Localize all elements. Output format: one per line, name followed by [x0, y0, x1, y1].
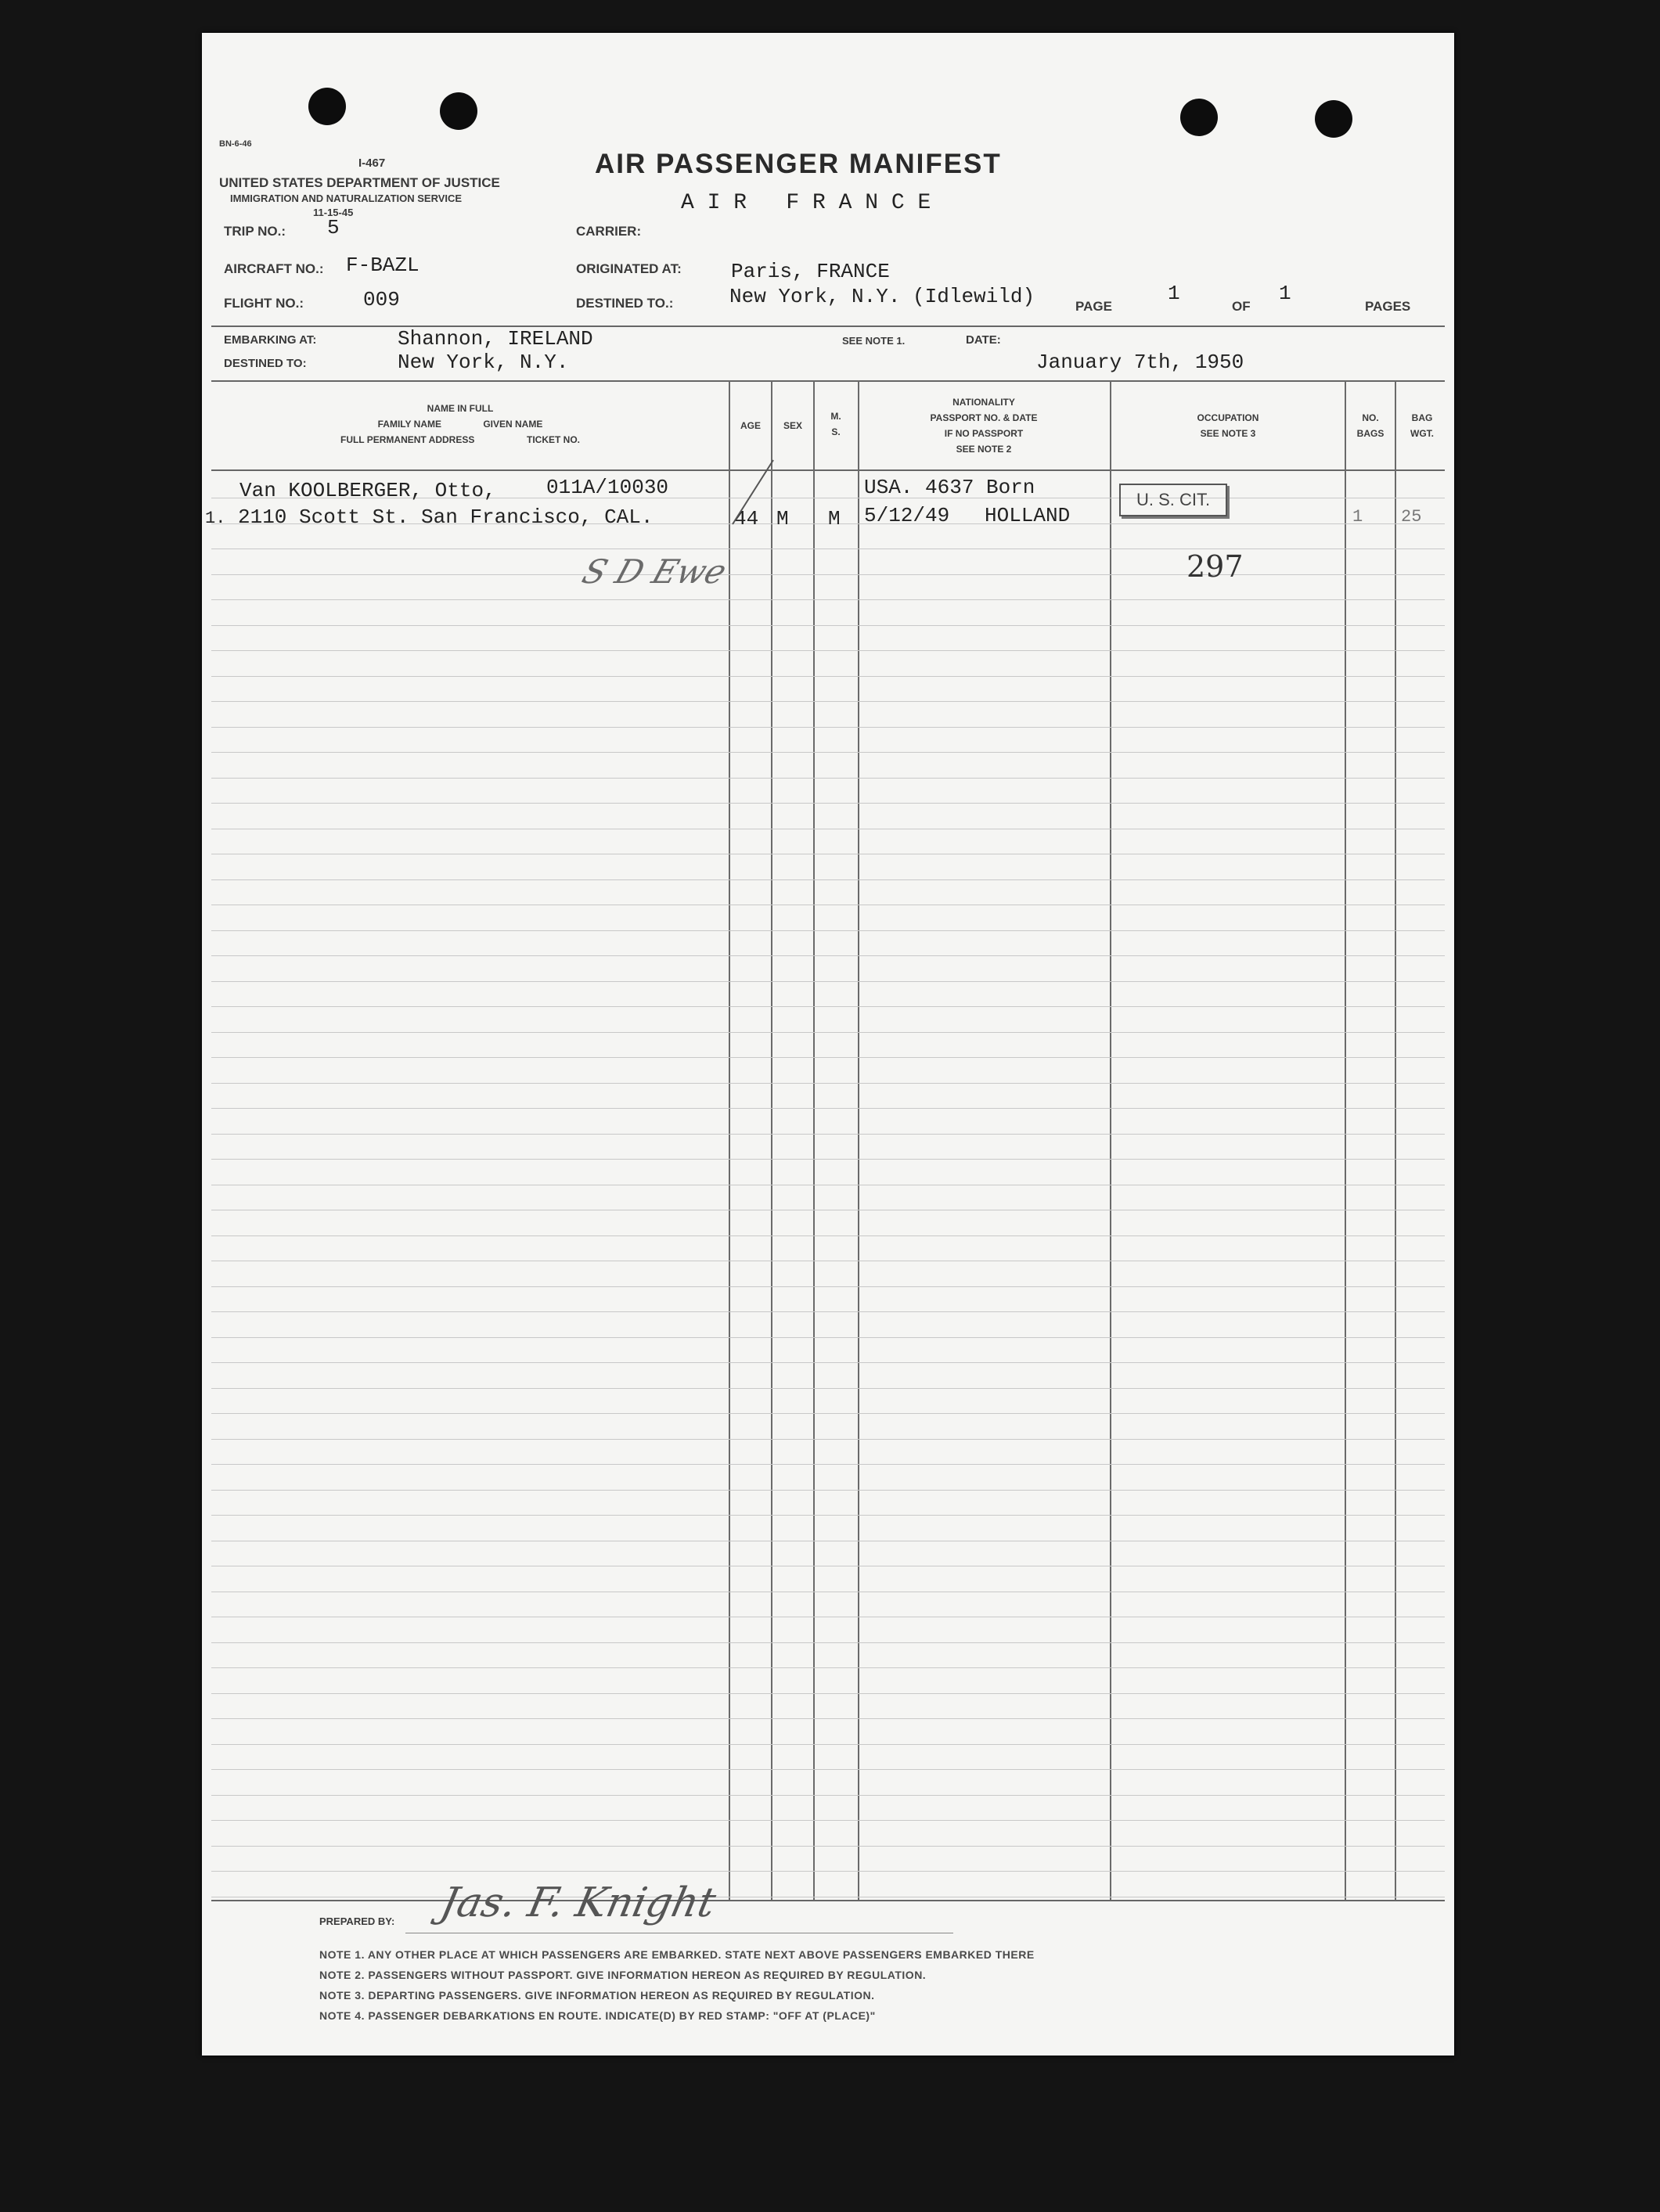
ruled-line	[211, 1311, 1445, 1312]
date-value: January 7th, 1950	[1036, 351, 1244, 374]
note-1: NOTE 1. ANY OTHER PLACE AT WHICH PASSENGERS ARE EMBARKED. STATE NEXT ABOVE PASSENGERS EMBARKED THERE	[319, 1948, 1035, 1961]
ruled-line	[211, 1769, 1445, 1770]
ruled-line	[211, 1744, 1445, 1745]
col-divider-bags	[1395, 380, 1396, 1900]
ruled-line	[211, 1108, 1445, 1109]
punch-hole	[1180, 99, 1218, 136]
handwritten-number: 297	[1186, 549, 1244, 584]
originated-value: Paris, FRANCE	[731, 260, 890, 283]
trip-value: 5	[327, 216, 340, 239]
ruled-line	[211, 879, 1445, 880]
ruled-line	[211, 1846, 1445, 1847]
table-bottom-rule	[211, 1900, 1445, 1901]
table-top-rule	[211, 380, 1445, 382]
ruled-line	[211, 625, 1445, 626]
strike-mark	[718, 455, 781, 526]
carrier-value: A I R F R A N C E	[681, 191, 931, 215]
col-ms-header: M. S.	[830, 411, 841, 437]
ruled-line	[211, 1337, 1445, 1338]
ruled-line	[211, 1464, 1445, 1465]
col-occupation-header: OCCUPATION SEE NOTE 3	[1197, 412, 1259, 439]
ruled-line	[211, 981, 1445, 982]
col-divider-occupation	[1345, 380, 1346, 1900]
col-divider-nationality	[1110, 380, 1111, 1900]
ruled-line	[211, 650, 1445, 651]
ruled-line	[211, 1286, 1445, 1287]
ruled-line	[211, 676, 1445, 677]
col-weight-header: BAG WGT.	[1410, 412, 1434, 439]
of-label: OF	[1232, 299, 1251, 314]
passenger-name: Van KOOLBERGER, Otto,	[239, 479, 496, 502]
ruled-line	[211, 1134, 1445, 1135]
embarking-value: Shannon, IRELAND	[398, 327, 593, 351]
service-name: IMMIGRATION AND NATURALIZATION SERVICE	[230, 192, 463, 204]
ruled-line	[211, 727, 1445, 728]
note-2: NOTE 2. PASSENGERS WITHOUT PASSPORT. GIVE INFORMATION HEREON AS REQUIRED BY REGULATION.	[319, 1969, 927, 1981]
ruled-line	[211, 930, 1445, 931]
passenger-address: 2110 Scott St. San Francisco, CAL.	[238, 505, 654, 529]
ruled-line	[211, 1820, 1445, 1821]
col-divider-name	[729, 380, 730, 1900]
column-header-rule	[211, 469, 1445, 471]
see-note-1: SEE NOTE 1.	[842, 335, 906, 347]
passenger-bags: 1	[1352, 507, 1363, 527]
ruled-line	[211, 1006, 1445, 1007]
col-divider-ms	[858, 380, 859, 1900]
passenger-marital-status: M	[828, 507, 841, 531]
col-bags-header: NO. BAGS	[1356, 412, 1385, 439]
note-3: NOTE 3. DEPARTING PASSENGERS. GIVE INFORMATION HEREON AS REQUIRED BY REGULATION.	[319, 1989, 875, 2002]
ruled-line	[211, 1413, 1445, 1414]
originated-label: ORIGINATED AT:	[576, 261, 682, 276]
destined2-label: DESTINED TO:	[224, 357, 307, 370]
form-date-code: 11-15-45	[313, 207, 354, 218]
ruled-line	[211, 778, 1445, 779]
col-age-header: AGE	[740, 420, 761, 431]
flight-label: FLIGHT NO.:	[224, 296, 304, 311]
passenger-passport: USA. 4637	[864, 476, 974, 499]
passenger-age: 44	[734, 507, 759, 531]
ruled-line	[211, 1795, 1445, 1796]
passenger-sex: M	[776, 507, 789, 531]
punch-hole	[1315, 100, 1352, 138]
form-code: BN-6-46	[219, 139, 252, 149]
destined-label: DESTINED TO.:	[576, 296, 674, 311]
embarking-label: EMBARKING AT:	[224, 333, 317, 347]
punch-hole	[308, 88, 346, 125]
passenger-bag-weight: 25	[1401, 507, 1422, 527]
note-4: NOTE 4. PASSENGER DEBARKATIONS EN ROUTE. INDICATE(D) BY RED STAMP: "OFF AT (PLACE)"	[319, 2009, 876, 2022]
passenger-born-label: Born	[986, 476, 1035, 499]
ruled-line	[211, 1057, 1445, 1058]
col-divider-sex	[813, 380, 815, 1900]
of-value: 1	[1279, 282, 1291, 305]
ruled-line	[211, 1871, 1445, 1872]
flight-value: 009	[363, 288, 400, 311]
us-citizen-stamp: U. S. CIT.	[1119, 484, 1227, 516]
col-nationality-header: NATIONALITY PASSPORT NO. & DATE IF NO PASSPORT SEE NOTE 2	[930, 397, 1038, 455]
col-name-header: NAME IN FULL FAMILY NAME GIVEN NAME FULL PERMANENT ADDRESS TICKET NO.	[340, 403, 581, 445]
page-label: PAGE	[1075, 299, 1112, 314]
inspector-signature: S D Ewe	[578, 552, 732, 591]
ruled-line	[211, 1693, 1445, 1694]
ruled-line	[211, 1439, 1445, 1440]
ruled-line	[211, 1490, 1445, 1491]
ruled-line	[211, 1362, 1445, 1363]
ruled-line	[211, 1083, 1445, 1084]
passenger-index: 1.	[205, 509, 226, 528]
ruled-line	[211, 955, 1445, 956]
ruled-line	[211, 1235, 1445, 1236]
passenger-ticket: 011A/10030	[546, 476, 669, 499]
form-title: AIR PASSENGER MANIFEST	[595, 149, 1002, 179]
ruled-line	[211, 574, 1445, 575]
aircraft-value: F-BAZL	[346, 254, 420, 277]
ruled-line	[211, 1515, 1445, 1516]
passenger-passport-date: 5/12/49	[864, 504, 950, 527]
ruled-line	[211, 1159, 1445, 1160]
col-sex-header: SEX	[783, 420, 802, 431]
ruled-line	[211, 1718, 1445, 1719]
ruled-line	[211, 701, 1445, 702]
passenger-born-value: HOLLAND	[985, 504, 1071, 527]
header-rule	[211, 326, 1445, 327]
ruled-line	[211, 803, 1445, 804]
destined2-value: New York, N.Y.	[398, 351, 569, 374]
manifest-sheet	[202, 33, 1454, 2056]
preparer-signature: Jas. F. Knight	[436, 1879, 720, 1926]
form-number: I-467	[358, 156, 386, 170]
aircraft-label: AIRCRAFT NO.:	[224, 261, 324, 276]
ruled-line	[211, 1642, 1445, 1643]
pages-label: PAGES	[1365, 299, 1411, 314]
department-name: UNITED STATES DEPARTMENT OF JUSTICE	[219, 175, 500, 190]
ruled-line	[211, 752, 1445, 753]
punch-hole	[440, 92, 477, 130]
col-divider-age	[771, 380, 772, 1900]
destined-value: New York, N.Y. (Idlewild)	[729, 285, 1035, 308]
ruled-line	[211, 599, 1445, 600]
carrier-label: CARRIER:	[576, 224, 642, 239]
prepared-by-label: PREPARED BY:	[319, 1915, 395, 1927]
date-label: DATE:	[966, 333, 1001, 347]
page-value: 1	[1168, 282, 1180, 305]
ruled-line	[211, 1667, 1445, 1668]
ruled-line	[211, 1388, 1445, 1389]
ruled-line	[211, 1032, 1445, 1033]
trip-label: TRIP NO.:	[224, 224, 286, 239]
